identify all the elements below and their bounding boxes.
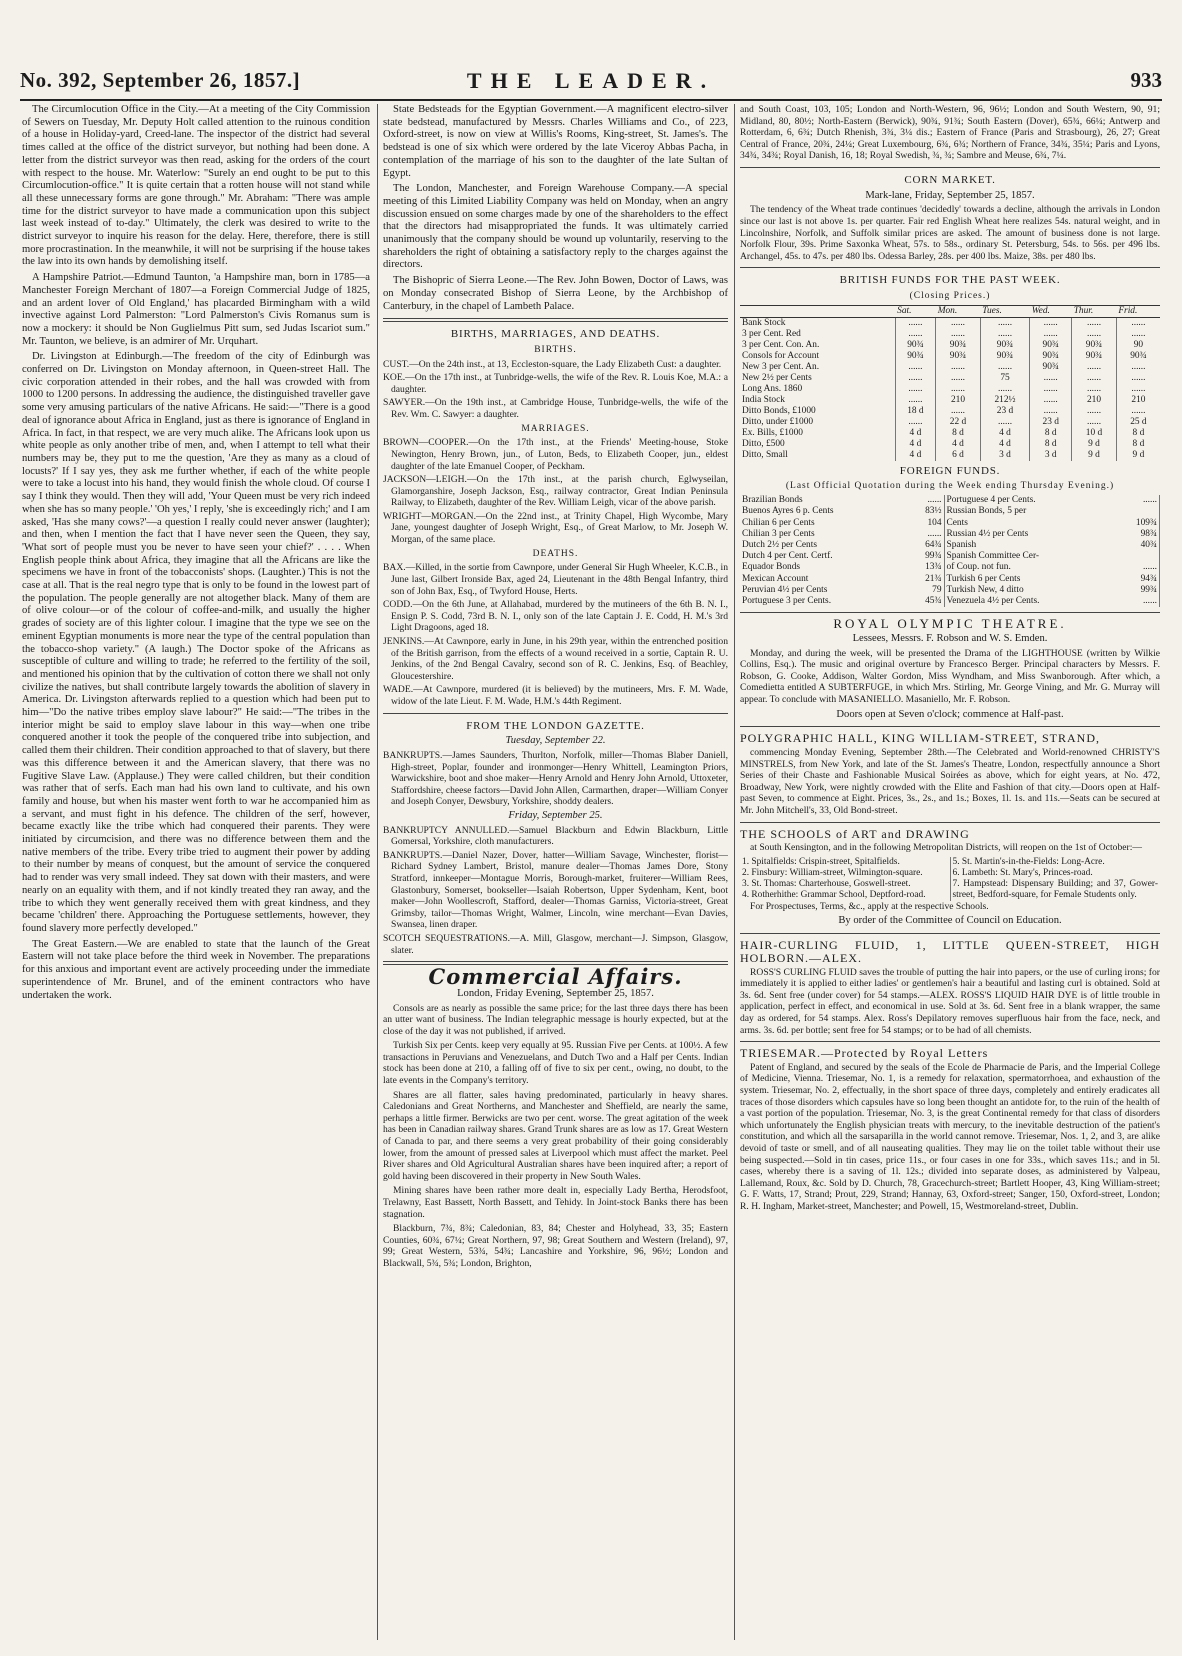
gazette-heading: FROM THE LONDON GAZETTE.	[466, 719, 645, 732]
school-entry: 7. Hampstead: Dispensary Building; and 37, Gower-street, Bedford-square, for Female Students only.	[952, 878, 1158, 900]
table-cell: 8 d	[1116, 439, 1160, 450]
table-cell: 45¾	[907, 596, 944, 607]
table-cell: 75	[980, 373, 1029, 384]
school-entry: 5. St. Martin's-in-the-Fields: Long-Acre.	[952, 856, 1105, 867]
table-cell: 8 d	[1030, 439, 1072, 450]
table-cell: ......	[1072, 417, 1117, 428]
table-row	[740, 495, 1160, 506]
death-entry: CODD.—On the 6th June, at Allahabad, murdered by the mutineers of the 6th B. N. I., Ensign P. S. Codd, 73rd B. N. I., only son of the late Captain J. E. Codd, H. M.'s 3rd Light Dragoons, aged 18.	[383, 599, 728, 634]
marriage-entry: WRIGHT—MORGAN.—On the 22nd inst., at Trinity Chapel, High Wycombe, Mary Jane, youngest daughter of Joseph Wright, Esq., of Great Marlow, to Mr. Joseph W. Morgan, of the same place.	[383, 510, 728, 546]
table-cell: ......	[1072, 406, 1117, 417]
table-cell: 4 d	[936, 439, 981, 450]
table-row	[740, 596, 1160, 607]
table-cell: 99¾	[907, 551, 944, 562]
table-cell: 25 d	[1116, 417, 1160, 428]
foreign-funds-table	[740, 495, 1160, 607]
table-row	[740, 417, 1160, 428]
page-number: 933	[1130, 68, 1162, 92]
scotch-sequestrations: SCOTCH SEQUESTRATIONS.—A. Mill, Glasgow, merchant—J. Simpson, Glasgow, slater.	[383, 932, 728, 956]
table-cell: 21¾	[907, 574, 944, 585]
table-cell: ......	[1072, 317, 1117, 329]
commercial-affairs-heading: Commercial Affairs.	[428, 964, 683, 990]
table-cell: 9 d	[1072, 450, 1117, 461]
table-row	[740, 562, 1160, 573]
hair-curling-heading: HAIR-CURLING FLUID, 1, LITTLE QUEEN-STREET, HIGH HOLBORN.—ALEX.	[740, 938, 1160, 965]
schools-heading: THE SCHOOLS of ART and DRAWING	[740, 826, 970, 841]
foreign-funds-subheading: (Last Official Quotation during the Week ending Thursday Evening.)	[785, 481, 1115, 492]
table-cell: ......	[1116, 362, 1160, 373]
table-cell: 23 d	[1030, 417, 1072, 428]
table-cell: ......	[980, 329, 1029, 340]
table-cell: 90¾	[980, 351, 1029, 362]
table-cell: ......	[1072, 384, 1117, 395]
table-cell: ......	[936, 362, 981, 373]
table-header-row	[740, 305, 1160, 317]
table-cell: ......	[895, 317, 936, 329]
table-cell: 9 d	[1072, 439, 1117, 450]
table-row	[740, 373, 1160, 384]
table-cell: ......	[1030, 373, 1072, 384]
article-warehouse-company: The London, Manchester, and Foreign Warehouse Company.—A special meeting of this Limited Liability Company was held on Monday, when an angry discussion ensued on some charges made by one of the shareholders to the effect that the directors had misappropriated the funds. It was ultimately carried unanimously that the company should be wound up voluntarily, reserving to the shareholders the right of obtaining a satisfactory reply to the charges against the directors.	[383, 183, 728, 271]
school-entry: 1. Spitalfields: Crispin-street, Spitalfields.	[742, 856, 900, 867]
table-cell: Mexican Account	[742, 573, 809, 584]
table-cell: 98¾	[1115, 529, 1160, 540]
table-cell: Turkish New, 4 ditto	[946, 584, 1024, 595]
table-cell: 8 d	[936, 428, 981, 439]
table-cell: ......	[1116, 329, 1160, 340]
deaths-heading: DEATHS.	[532, 548, 579, 559]
foreign-funds-body	[740, 495, 1160, 607]
table-header-cell: Frid.	[1116, 305, 1160, 317]
royal-olympic-heading: ROYAL OLYMPIC THEATRE.	[833, 616, 1067, 632]
foreign-funds-heading: FOREIGN FUNDS.	[899, 464, 1001, 477]
table-cell: 40¾	[1115, 540, 1160, 551]
table-cell: ......	[1030, 384, 1072, 395]
table-cell: 212½	[980, 395, 1029, 406]
section-rule	[740, 726, 1160, 727]
marriage-entry: BROWN—COOPER.—On the 17th inst., at the Friends' Meeting-house, Stoke Newington, Henry Brown, jun., of Luton, Beds, to Elizabeth Cooper, jun., eldest daughter of the late Emanuel Cooper, of Peckham.	[383, 437, 728, 472]
table-cell: 90¾	[895, 351, 936, 362]
column-3	[740, 104, 1160, 1642]
schools-tail: For Prospectuses, Terms, &c., apply at the respective Schools.	[750, 900, 989, 912]
table-cell: Dutch 2½ per Cents	[742, 539, 817, 550]
british-funds-subheading: (Closing Prices.)	[909, 291, 991, 302]
table-cell: ......	[1030, 329, 1072, 340]
table-cell: 3 per Cent. Red	[742, 328, 801, 339]
section-rule	[740, 167, 1160, 168]
table-cell: ......	[1115, 596, 1160, 607]
table-cell: 4 d	[895, 450, 936, 461]
table-cell: Long Ans. 1860	[742, 383, 803, 394]
bankruptcy-annulled: BANKRUPTCY ANNULLED.—Samuel Blackburn and Edwin Blackburn, Little Gomersal, Yorkshire, cloth manufacturers.	[383, 824, 728, 848]
table-row	[740, 450, 1160, 461]
schools-intro: at South Kensington, and in the following Metropolitan Districts, will reopen on the 1st of October:—	[750, 842, 1142, 854]
hair-curling-body: ROSS'S CURLING FLUID saves the trouble of putting the hair into papers, or the use of curling irons; for immediately it is applied to either ladies' or gentlemen's hair a beautiful and lasting curl is obtained. Sold at 3s. 6d. Sent free (under cover) for 54 stamps.—ALEX. ROSS'S LIQUID HAIR DYE is of little trouble in application, perfect in effect, and economical in use. Sold at 3s. 6d. Sent free in a blank wrapper, the same day as ordered, for 54 stamps. Alex. Ross's Depilatory removes superfluous hair from the face, neck, and arms. 3s. 6d. per bottle; sent free for 54 stamps; or to be had of all chemists.	[740, 966, 1160, 1036]
table-row	[740, 406, 1160, 417]
death-entry: JENKINS.—At Cawnpore, early in June, in his 29th year, within the entrenched position of the British garrison, from the effects of a wound received in a sortie, Captain R. U. Jenkins, of the 2nd Bengal Cavalry, second son of R. C. Jenkins, Esq. of Beachley, Gloucestershire.	[383, 635, 728, 682]
corn-market-date: Mark-lane, Friday, September 25, 1857.	[865, 189, 1035, 201]
table-cell: Venezuela 4½ per Cents.	[946, 595, 1040, 606]
triesemar-body: Patent of England, and secured by the seals of the Ecole de Pharmacie de Paris, and the Imperial College of Medicine, Vienna. Triesemar, No. 1, is a remedy for relaxation, spermatorrhoea, and exhaustion of the system. Triesemar, No. 2, effectually, in the short space of three days, completely and entirely eradicates all traces of those disorders which capsules have so long been thought an antidote for, to the ruin of the health of a vast portion of the population. Triesemar, No. 3, is the great Continental remedy for that class of disorders which unfortunately the English physician treats with mercury, to the inevitable destruction of the patient's constitution, and which all the sarsaparilla in the world cannot remove. Triesemar, Nos. 1, 2, and 3, are alike devoid of taste or smell, and of all nauseating qualities. They may lie on the toilet table without their use being suspected.—Sold in tin cases, price 11s., or four cases in one for 33s., which saves 11s.; and in 5l. cases, whereby there is a saving of 1l. 12s.; divided into separate doses, as administered by Valpeau, Lallemand, Roux, &c. Sold by D. Church, 78, Gracechurch-street; Bartlett Hooper, 43, King William-street; G. F. Watts, 17, Strand; Prout, 229, Strand; Hannay, 63, Oxford-street; Sanger, 150, Oxford-street, London; R. H. Ingham, Market-street, Manchester; and Powell, 15, Westmoreland-street, Dublin.	[740, 1061, 1160, 1212]
table-cell: Portuguese 4 per Cents.	[946, 495, 1036, 506]
table-cell: Russian Bonds, 5 per	[946, 506, 1027, 517]
corn-market-heading: CORN MARKET.	[904, 173, 996, 186]
table-cell: 104	[907, 518, 944, 529]
table-cell: 13¾	[907, 562, 944, 573]
paper-title: THE LEADER.	[466, 68, 716, 93]
table-cell: 6 d	[936, 450, 981, 461]
article-sierra-leone: The Bishopric of Sierra Leone.—The Rev. John Bowen, Doctor of Laws, was on Monday consecrated Bishop of Sierra Leone, by the Archbishop of Canterbury, in the chapel of Lambeth Palace.	[383, 275, 728, 312]
schools-list-left	[740, 857, 950, 901]
table-cell: Cents	[946, 517, 968, 528]
column-divider	[734, 104, 735, 1640]
table-cell: 23 d	[980, 406, 1029, 417]
table-cell: 210	[1116, 395, 1160, 406]
table-row	[740, 585, 1160, 596]
table-cell: of Coup. not fun.	[946, 562, 1011, 573]
issue-number: No. 392, September 26, 1857.]	[20, 68, 301, 92]
table-cell: India Stock	[742, 394, 785, 405]
royal-olympic-doors: Doors open at Seven o'clock; commence at Half-past.	[836, 708, 1064, 720]
table-header-cell: Tues.	[980, 305, 1029, 317]
table-cell: 64¾	[907, 540, 944, 551]
table-header-cell	[740, 305, 895, 317]
section-rule	[740, 267, 1160, 268]
table-cell: 210	[1072, 395, 1117, 406]
table-row	[740, 395, 1160, 406]
bankrupts-tuesday: BANKRUPTS.—James Saunders, Thurlton, Norfolk, miller—Thomas Blaber Daniell, High-street, Poplar, founder and ironmonger—Henry Whittell, Leamington Priors, Warwickshire, boot and shoe maker—Henry Arnold and Henry John Arnold, Uttoxeter, Staffordshire, cheese factors—David John Allen, Carmarthen, draper—William Conyer and Joseph Conyer, Dewsbury, Yorkshire, shoddy dealers.	[383, 749, 728, 808]
table-cell: Peruvian 4½ per Cents	[742, 584, 828, 595]
table-cell: ......	[936, 384, 981, 395]
commercial-paragraph: Shares are all flatter, sales having predominated, particularly in heavy shares. Caledonians and Great Northerns, and Manchester and Sheffield, are nearly the same, perhaps a little firmer. Berwicks are two per cent. worse. The great agitation of the week has been in Canadian railway shares. Grand Trunk shares are as low as 17. Great Western of Canada to par, and there seems a very great probability of their going considerably lower, from the amount of pressed sales at Liverpool which must affect the market. Peel River shares and Old Agricultural Australian shares have been inquired after; a report of gold having been discovered in their property in New South Wales.	[383, 1089, 728, 1182]
table-cell: ......	[895, 417, 936, 428]
table-cell: 90¾	[1030, 362, 1072, 373]
commercial-date: London, Friday Evening, September 25, 1857.	[457, 987, 654, 999]
table-cell: Chilian 3 per Cents	[742, 528, 815, 539]
commercial-paragraph: Consols are as nearly as possible the same price; for the last three days there has been an utter want of business. The Indian telegraphic message is hourly expected, but at the close of the day it was not published, if arrived.	[383, 1002, 728, 1037]
table-row	[740, 428, 1160, 439]
school-entry: 6. Lambeth: St. Mary's, Princes-road.	[952, 867, 1093, 878]
table-row	[740, 506, 1160, 517]
table-cell: ......	[895, 329, 936, 340]
triesemar-heading: TRIESEMAR.—Protected by Royal Letters	[740, 1046, 989, 1061]
table-header-cell: Wed.	[1030, 305, 1072, 317]
table-cell: Spanish Committee Cer-	[946, 551, 1040, 562]
death-entry: WADE.—At Cawnpore, murdered (it is believed) by the mutineers, Mrs. F. M. Wade, widow of the late Lieut. F. M. Wade, H.M.'s 44th Regiment.	[383, 684, 728, 707]
table-cell: ......	[895, 395, 936, 406]
article-state-bedsteads: State Bedsteads for the Egyptian Government.—A magnificent electro-silver state bedstead, manufactured by Messrs. Charles Williams and Co., of 223, Oxford-street, is now on view at Willis's Rooms, King-street, St. James's. The bedstead is one of six which were ordered by the late Viceroy Abbas Pacha, in contemplation of the marriage of his son to the daughter of the late Sultan of Egypt.	[383, 104, 728, 179]
commercial-paragraph: Blackburn, 7¾, 8¾; Caledonian, 83, 84; Chester and Holyhead, 33, 35; Eastern Counties, 60¾, 67¼; Great Northern, 97, 98; Great Southern and Western (Ireland), 97, 99; Great Western, 53¾, 54¾; Lancashire and Yorkshire, 96, 96½; London and Blackwall, 5¾, 5¾; London, Brighton,	[383, 1223, 728, 1269]
table-cell: Consols for Account	[742, 350, 820, 361]
table-cell: 3 d	[980, 450, 1029, 461]
table-cell: 79	[907, 585, 944, 596]
table-cell: 4 d	[980, 439, 1029, 450]
table-row	[740, 317, 1160, 329]
section-rule	[383, 318, 728, 322]
table-cell: 90¾	[1030, 351, 1072, 362]
commercial-paragraph: Turkish Six per Cents. keep very equally at 95. Russian Five per Cents. at 100½. A few transactions in Peruvians and Venezuelans, and Dutch Two and a Half per Cents. Indian stock has been done at 210, a falling off of five to six per cent., owing, no doubt, to the late events in the Company's territory.	[383, 1040, 728, 1087]
section-rule	[740, 933, 1160, 934]
table-cell: ......	[1030, 317, 1072, 329]
table-cell: ......	[907, 529, 944, 540]
birth-entry: CUST.—On the 24th inst., at 13, Eccleston-square, the Lady Elizabeth Cust: a daughter.	[383, 358, 722, 370]
polygraphic-hall-heading: POLYGRAPHIC HALL, KING WILLIAM-STREET, STRAND,	[740, 731, 1101, 746]
table-cell: ......	[1072, 373, 1117, 384]
table-cell: ......	[936, 329, 981, 340]
section-rule	[740, 822, 1160, 823]
table-cell: 99¾	[1115, 585, 1160, 596]
table-row	[740, 529, 1160, 540]
masthead-rule	[20, 99, 1162, 101]
table-cell: ......	[895, 373, 936, 384]
table-cell: 210	[936, 395, 981, 406]
royal-olympic-body: Monday, and during the week, will be presented the Drama of the LIGHTHOUSE (written by Wilkie Collins, Esq.). The music and original overture by Francesco Berger. Principal characters by Messrs. F. Robson, G. Cooke, Addison, Walter Gordon, Miss Wyndham, and Miss Swanborough. After which, a Comedietta entitled A SUBTERFUGE, in which Mrs. Stirling, Mr. George Vining, and Mr. G. Murray will appear. To conclude with MASANIELLO. Masaniello, Mr. F. Robson.	[740, 647, 1160, 705]
table-row	[740, 351, 1160, 362]
table-cell: 90¾	[1030, 340, 1072, 351]
table-cell: Dutch 4 per Cent. Certf.	[742, 551, 833, 562]
railway-prices-continued: and South Coast, 103, 105; London and North-Western, 96, 96½; London and South Western, 90, 91; Midland, 80, 80½; North-Eastern (Berwick), 90¾, 91¾; South Eastern (Dover), 65¾, 66¼; Antwerp and Rotterdam, 6, 6¾; Dutch Rhenish, 3¾, 3¼ dis.; Eastern of France (Paris and Strasbourg), 26, 27; Great Central of France, 20¾, 24¼; Great Luxembourg, 6¾, 6¾; Northern of France, 34¾, 35¼; Paris and Lyons, 34¾, 34¾; Royal Danish, 16, 18; Royal Swedish, ¾, ¾; Sambre and Meuse, 6¾, 7¼.	[740, 104, 1160, 162]
table-cell: 90¾	[936, 340, 981, 351]
section-rule	[383, 713, 728, 714]
births-heading: BIRTHS.	[534, 344, 577, 355]
table-row	[740, 362, 1160, 373]
school-entry: 3. St. Thomas: Charterhouse, Goswell-street.	[742, 878, 911, 889]
table-row	[740, 384, 1160, 395]
royal-olympic-lessees: Lessees, Messrs. F. Robson and W. S. Emden.	[852, 632, 1048, 644]
table-cell: ......	[936, 317, 981, 329]
table-cell: Russian 4½ per Cents	[946, 528, 1029, 539]
table-cell: ......	[895, 384, 936, 395]
article-hampshire-patriot: A Hampshire Patriot.—Edmund Taunton, 'a Hampshire man, born in 1785—a Manchester Foreign Merchant of 1807—a Foreign Commercial Judge of 1825, and an ardent lover of Old England,' has placarded Birmingham with a wild invective against Lord Palmerston: "Lord Palmerston's Civis Romanus sum is now a mockery: it should be Non Guglielmus Pitt sum, sed Judas Iscariot sum." Mr. Taunton, we believe, is an admirer of Mr. Urquhart.	[22, 272, 370, 347]
table-cell: 22 d	[936, 417, 981, 428]
gazette-date-friday: Friday, September 25.	[508, 809, 603, 821]
polygraphic-hall-body: commencing Monday Evening, September 28th.—The Celebrated and World-renowned CHRISTY'S MINSTRELS, from New York, and late of the St. James's Theatre, London, respectfully announce a Short Series of their Chaste and Fashionable Musical Soirées as above, which for eight years, at No. 472, Broadway, New York, were nightly crowded with the Elite and Fashion of that city.—Doors open at Half-past Seven, to commence at Eight. Prices, 3s., 2s., and 1s.; Boxes, 1l. 1s. and 11s.—Seats can be secured at Mr. John Mitchell's, 33, Old Bond-street.	[740, 746, 1160, 816]
table-cell: 9 d	[1116, 450, 1160, 461]
article-great-eastern: The Great Eastern.—We are enabled to state that the launch of the Great Eastern will not take place before the third week in November. The preparations for this anxious and important event are actively proceeding under the immediate superintendence of Mr. Brunel, and of the eminent contractors who have undertaken the work.	[22, 938, 370, 1001]
table-cell: 83½	[907, 506, 944, 517]
schools-order: By order of the Committee of Council on Education.	[838, 915, 1062, 927]
table-cell: 90¾	[1072, 340, 1117, 351]
table-row	[740, 540, 1160, 551]
table-cell: Portuguese 3 per Cents.	[742, 595, 832, 606]
table-cell: 3 per Cent. Con. An.	[742, 339, 820, 350]
table-cell: ......	[1072, 329, 1117, 340]
table-cell: ......	[936, 373, 981, 384]
school-entry: 4. Rotherhithe: Grammar School, Deptford-road.	[742, 889, 926, 900]
table-cell: ......	[980, 417, 1029, 428]
schools-list-right	[950, 857, 1160, 901]
death-entry: BAX.—Killed, in the sortie from Cawnpore, under General Sir Hugh Wheeler, K.C.B., in June last, Gilbert Ironside Bax, aged 24, Lieutenant in the 48th Bengal Infantry, third son of John Bax, Esq., of Twyford House, Herts.	[383, 562, 728, 597]
table-header-cell: Thur.	[1072, 305, 1117, 317]
table-cell: ......	[1116, 406, 1160, 417]
table-header-cell: Sat.	[895, 305, 936, 317]
table-cell: 18 d	[895, 406, 936, 417]
table-cell: ......	[1115, 562, 1160, 573]
corn-market-report: The tendency of the Wheat trade continues 'decidedly' towards a decline, although the arrivals in London since our last is not above 1s. per quarter. Fair red English Wheat here realizes 54s. natural weight, and in Lincolnshire, Norfolk, and Suffolk similar prices are asked. The amount of business done is not large. Norfolk Flour, 39s. Prime Saxonka Wheat, 57s. to 58s., ordinary St. Petersburg, 54s. to 56s. per 496 lbs. Archangel, 45s. to 47s. per 480 lbs. Odessa Barley, 28s. per 400 lbs. Maize, 38s. per 480 lbs.	[740, 204, 1160, 262]
table-cell: 8 d	[1030, 428, 1072, 439]
table-cell: ......	[907, 495, 944, 506]
table-row	[740, 551, 1160, 562]
birth-entry: KOE.—On the 17th inst., at Tunbridge-wells, the wife of the Rev. R. Louis Koe, M.A.: a daughter.	[383, 372, 728, 395]
birth-entry: SAWYER.—On the 19th inst., at Cambridge House, Tunbridge-wells, the wife of the Rev. Wm. C. Sawyer: a daughter.	[383, 397, 728, 421]
table-cell: ......	[1116, 373, 1160, 384]
table-cell: ......	[1116, 384, 1160, 395]
bankrupts-friday: BANKRUPTS.—Daniel Nazer, Dover, hatter—William Savage, Winchester, florist—Richard Sydney Lambert, Bristol, manure dealer—Thomas James Dore, Stony Stratford, innkeeper—Montague Morris, Borough-market, fruiterer—William Rees, Glastonbury, Somerset, bookseller—Isaiah Robertson, Upper Sydenham, Kent, boot maker—John Woollescroft, Stafford, dealer—Thomas Garniss, Victoria-street, Great Grimsby, tailor—Thomas Wright, Walmer, Lincoln, wine merchant—Evan Davies, Swansea, linen draper.	[383, 849, 728, 931]
table-cell	[1115, 551, 1160, 562]
article-circumlocution: The Circumlocution Office in the City.—At a meeting of the City Commission of Sewers on Tuesday, Mr. Deputy Holt called attention to the ruinous condition of a house in Holiday-yard, Creed-lane. The inspector of the district had several times called at the office of the district surveyor, but nothing had been done. A letter from the district surveyor was then read, asking for the orders of the court with respect to the house. Mr. Waterlow: "Surely an end ought to be put to this Circumlocution-office." It is quite certain that a rotten house will not stand while all these unnecessary forms are gone through." Mr. Abraham: "There was ample time for the district surveyor to have made a communication upon this subject last week instead of to-day." Ultimately, the clerk was desired to write to the district surveyor to inquire his reason for the delay. Here, therefore, there is still more procrastination. In the meanwhile, it will not be surprising if the house takes the law into its own hands by demolishing itself.	[22, 104, 370, 268]
table-cell: 90¾	[1116, 351, 1160, 362]
table-cell: Buenos Ayres 6 p. Cents	[742, 506, 834, 517]
commercial-paragraph: Mining shares have been rather more dealt in, especially Lady Bertha, Herodsfoot, Trelawny, East Bassett, North Bassett, and Tehidy. In Joint-stock Banks there has been stagnation.	[383, 1185, 728, 1220]
table-cell: ......	[1030, 406, 1072, 417]
table-cell: 109¾	[1115, 518, 1160, 529]
school-entry: 2. Finsbury: William-street, Wilmington-square.	[742, 867, 923, 878]
table-cell	[1115, 506, 1160, 517]
table-cell: 90¾	[1072, 351, 1117, 362]
column-2	[383, 104, 728, 1642]
table-header-cell: Mon.	[936, 305, 981, 317]
table-cell: 94¾	[1115, 574, 1160, 585]
article-livingston: Dr. Livingston at Edinburgh.—The freedom of the city of Edinburgh was conferred on Dr. Livingston on Monday afternoon, in Queen-street Hall. The civic corporation attended in their robes, and the hall was crowded with from 1000 to 1200 persons. In addressing the audience, the distinguished traveller gave some very amusing particulars of the native Africans. He said:—"There is a good deal of ignorance about Africa in England, just as there is ignorance of England in Africa. In fact, in that respect, we are very much alike. The Africans look upon us white people as only another tribe of men, and, when I attempt to tell what their numbers may be, they put to me the question, 'Are they as many as a cloud of locusts?' If I say yes, they ask me further whether, if each of the white people were to take a locust into his hand, they would finish the whole cloud. Of course I say I think they would. Then they will add, 'Your Queen must be very rich indeed when she has so many people.' 'Oh yes,' I reply, 'she is exceedingly rich;' and I am asked, 'Has she many cows?'—a question I really could never answer (laughter); and then, when I mention the fact that I have never seen the Queen, they say, 'What sort of people must you be never to have seen your chief?' . . . . When English people think about Africa, they imagine that all the Africans are like the specimens we have in front of the tobacconists' shops. (Laughter.) This is not the case at all. That is the real negro type that is only to be found in the lowest part of the population. The people generally are not altogether black. Many of them are of olive colour—or of the colour of coffee-and-milk, and usually the higher grades of society are of this lighter colour. I imagine that the type we see on the eminent Egyptian monuments is more near the type of the central population than the tobacco-shop variety." (A laugh.) The Doctor spoke of the Africans as susceptible of culture and willing to trade; he referred to the fertility of the soil, and mentioned his opinion that by the cultivation of cotton there we shall not only civilize the natives, but shall contribute largely towards the abolition of slavery in America. Dr. Livingston afterwards replied to a question which had been put to him—"Do the native tribes employ slave labour?" He said:—"The tribes in the interior might be said to employ slave labour in this way—when one tribe conquered another it took the people of the conquered tribe into subjection, and called them their children. Their condition approached to that of slavery, but there was this difference between it and the American slavery, that there was no Fugitive Slave Law. (Applause.) They were called children, but their condition was rather that of serfs. Each man had his own land to cultivate, and his own family and house, but when his master went forth to war he accompanied him as a servant, and must fight in his defence. The children of the serf, however, became exactly like the tribe which had conquered their parents. They were initiated by circumcision, and there was no difference between them and the native members of the tribe. Every tribe tried to augment their power by adding to their number by means of conquest, but the amount of service the conquered had to render was very small indeed. They sat down with their masters, and were nearly on an equality with them, and if not kindly treated they ran away, and the tribe to which they went generally received them with great kindness, and they became 'children' there. Approaching the Portuguese settlements, however, they found slavery more perfectly developed."	[22, 351, 370, 934]
bmd-heading: BIRTHS, MARRIAGES, AND DEATHS.	[450, 328, 661, 341]
table-cell: Brazilian Bonds	[742, 495, 803, 506]
table-row	[740, 574, 1160, 585]
table-cell: 90	[1116, 340, 1160, 351]
table-cell: Bank Stock	[742, 317, 786, 328]
table-cell: ......	[1072, 362, 1117, 373]
table-cell: 8 d	[1116, 428, 1160, 439]
table-row	[740, 518, 1160, 529]
table-cell: ......	[1030, 395, 1072, 406]
british-funds-body	[740, 317, 1160, 461]
british-funds-table	[740, 305, 1160, 461]
table-cell: 90¾	[936, 351, 981, 362]
table-cell: 4 d	[895, 428, 936, 439]
table-row	[740, 329, 1160, 340]
british-funds-heading: BRITISH FUNDS FOR THE PAST WEEK.	[839, 274, 1061, 287]
schools-table	[740, 857, 1160, 901]
table-cell: 90¾	[895, 340, 936, 351]
table-cell: Ex. Bills, £1000	[742, 427, 803, 438]
table-cell: ......	[980, 317, 1029, 329]
table-cell: Turkish 6 per Cents	[946, 573, 1021, 584]
table-cell: ......	[895, 362, 936, 373]
table-row	[740, 439, 1160, 450]
table-cell: 3 d	[1030, 450, 1072, 461]
marriages-heading: MARRIAGES.	[521, 423, 590, 434]
column-1	[22, 104, 370, 1642]
table-cell: Chilian 6 per Cents	[742, 517, 815, 528]
table-cell: Spanish	[946, 539, 977, 550]
table-cell: Ditto, under £1000	[742, 416, 814, 427]
table-cell: 10 d	[1072, 428, 1117, 439]
table-cell: Equador Bonds	[742, 562, 801, 573]
marriage-entry: JACKSON—LEIGH.—On the 17th inst., at the parish church, Eglwyseilan, Glamorganshire, Joseph Jackson, Esq., railway contractor, Great Indian Peninsula Railway, to Elizabeth, daughter of the Rev. William Leigh, vicar of the above parish.	[383, 474, 728, 509]
section-rule	[740, 612, 1160, 613]
masthead	[20, 68, 1162, 100]
table-cell: ......	[1115, 495, 1160, 506]
table-row	[740, 340, 1160, 351]
table-cell: Ditto, £500	[742, 438, 785, 449]
gazette-date-tuesday: Tuesday, September 22.	[505, 735, 606, 747]
table-cell: 4 d	[895, 439, 936, 450]
table-cell: ......	[980, 384, 1029, 395]
table-cell: New 3 per Cent. An.	[742, 361, 820, 372]
column-divider	[377, 104, 378, 1640]
section-rule	[740, 1041, 1160, 1042]
table-cell: ......	[1116, 317, 1160, 329]
table-cell: New 2½ per Cents	[742, 372, 812, 383]
table-cell: 90¾	[980, 340, 1029, 351]
table-cell: 4 d	[980, 428, 1029, 439]
table-cell: Ditto Bonds, £1000	[742, 405, 816, 416]
table-cell: ......	[936, 406, 981, 417]
table-cell: ......	[980, 362, 1029, 373]
table-cell: Ditto, Small	[742, 449, 788, 460]
